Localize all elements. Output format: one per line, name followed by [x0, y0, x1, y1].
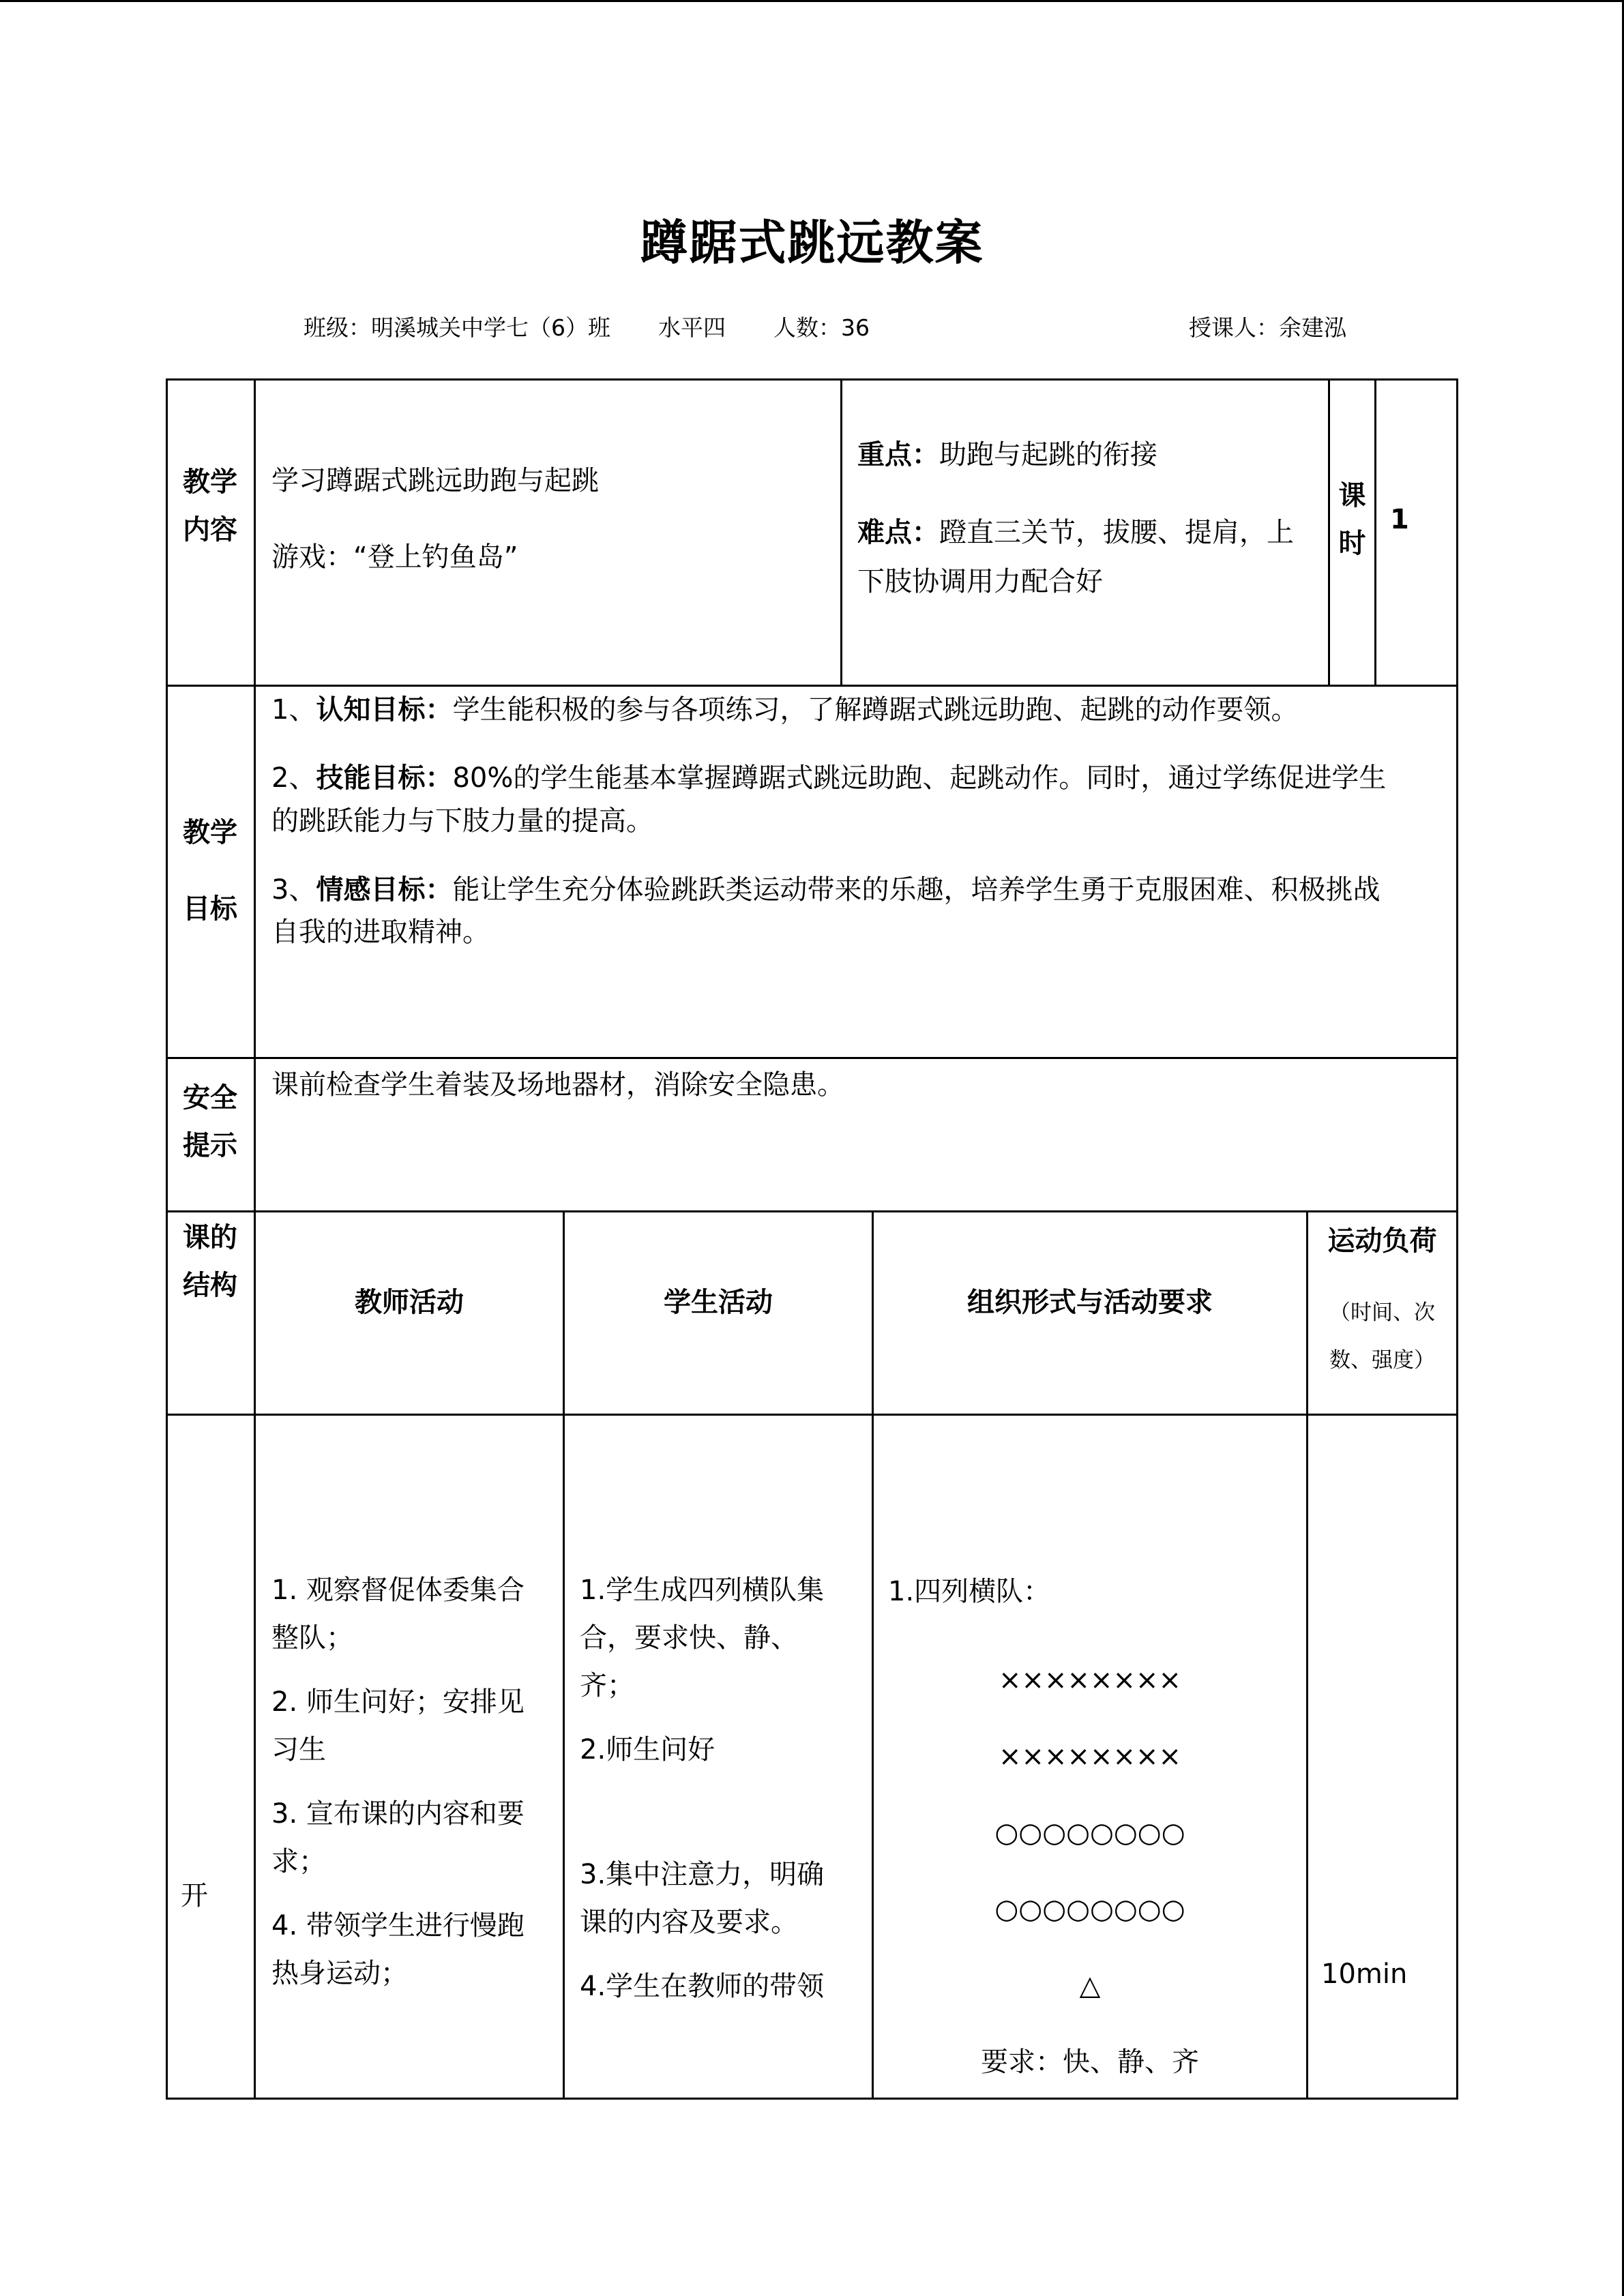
content-label-line: 教学: [183, 466, 237, 498]
safety-label-line: 安全: [183, 1082, 237, 1114]
load-note: [1308, 1289, 1456, 1384]
formation-requirement: 要求：快、静、齐: [981, 2046, 1199, 2078]
formation-row: ○○○○○○○○: [994, 1817, 1185, 1849]
structure-start: 开: [181, 1880, 208, 1911]
difficulty-text-1: 蹬直三关节，拔腰、提肩，上: [939, 517, 1294, 548]
goals-label-line: 目标: [183, 893, 237, 925]
student-activity-header: 学生活动: [664, 1287, 773, 1318]
teacher-activity-line: 求；: [271, 1846, 326, 1877]
safety-label-line: 提示: [183, 1130, 237, 1161]
content-label-line: 内容: [183, 514, 237, 546]
difficulty-text-2: 下肢协调用力配合好: [857, 566, 1103, 597]
goals-label-line: 教学: [183, 817, 237, 848]
teacher-activity-line: 习生: [271, 1734, 326, 1765]
student-activity-line: 合，要求快、静、: [580, 1622, 798, 1654]
table-line: [563, 1210, 565, 2100]
table-line: [254, 378, 256, 2100]
teacher-activity-line: 热身运动；: [271, 1958, 408, 1989]
key-point-text: 助跑与起跳的衔接: [939, 439, 1157, 471]
formation-row: ××××××××: [998, 1741, 1182, 1772]
teacher-activity-header: 教师活动: [355, 1287, 464, 1318]
student-activities: [580, 1566, 859, 2010]
table-line: [166, 378, 1458, 381]
load-header: 运动负荷: [1327, 1225, 1437, 1257]
difficulty-label: 难点：: [857, 517, 939, 548]
structure-label-line: 课的: [183, 1222, 237, 1253]
goal-affective: [271, 866, 1380, 914]
key-point: [857, 431, 1157, 479]
table-line: [166, 1210, 1458, 1212]
student-activity-line: 课的内容及要求。: [580, 1907, 798, 1938]
period-label-line: 时: [1338, 528, 1366, 559]
teacher-activity-line: 3. 宣布课的内容和要: [271, 1798, 525, 1830]
formation-title: 1.四列横队：: [888, 1576, 1051, 1607]
teacher-activity-line: 4. 带领学生进行慢跑: [271, 1910, 525, 1941]
formation-row: ××××××××: [998, 1665, 1182, 1696]
goal-affective-cont: 自我的进取精神。: [271, 916, 490, 948]
page-title: 蹲踞式跳远教案: [640, 215, 984, 271]
page-top-border: [0, 0, 1624, 2]
class-name: 班级：明溪城关中学七（6）班: [304, 314, 610, 341]
table-line: [840, 378, 842, 685]
structure-label-line: 结构: [183, 1270, 237, 1301]
goal-label: 情感目标：: [316, 874, 453, 906]
teacher-activity-line: 整队；: [271, 1622, 353, 1654]
table-line: [1456, 378, 1458, 2100]
teacher-activity-line: 1. 观察督促体委集合: [271, 1575, 525, 1606]
difficulty: [857, 509, 1294, 556]
goal-label: 认知目标：: [316, 694, 453, 726]
goals-label: [166, 794, 254, 947]
student-activity-line: 2.师生问好: [580, 1734, 715, 1765]
student-activity-line: 齐；: [580, 1670, 634, 1701]
goal-number: 2、: [271, 762, 316, 794]
period-label-line: 课: [1338, 480, 1366, 511]
period-label: [1330, 472, 1374, 567]
period-value: 1: [1390, 504, 1409, 535]
load-note-line: （时间、次: [1329, 1300, 1435, 1325]
goal-text: 80%的学生能基本掌握蹲踞式跳远助跑、起跳动作。同时，通过学练促进学生: [452, 762, 1387, 794]
student-activity-line: 1.学生成四列横队集: [580, 1575, 825, 1606]
formation-row: ○○○○○○○○: [994, 1894, 1185, 1925]
table-line: [166, 1414, 1458, 1416]
safety-text: 课前检查学生着装及场地器材，消除安全隐患。: [271, 1069, 844, 1101]
teacher-activity-line: 2. 师生问好；安排见: [271, 1686, 525, 1718]
goal-skill: [271, 754, 1386, 802]
goal-text: 能让学生充分体验跳跃类运动带来的乐趣，培养学生勇于克服困难、积极挑战: [452, 874, 1381, 906]
content-line-1: 学习蹲踞式跳远助跑与起跳: [271, 465, 599, 496]
content-label: [166, 458, 254, 554]
student-activity-line: 4.学生在教师的带领: [580, 1971, 825, 2002]
goal-label: 技能目标：: [316, 762, 453, 794]
table-line: [166, 1057, 1458, 1059]
class-info: [304, 310, 870, 342]
goal-number: 1、: [271, 694, 316, 726]
level: 水平四: [658, 314, 726, 341]
load-note-line: 数、强度）: [1329, 1348, 1435, 1373]
start-load: 10min: [1321, 1958, 1408, 1990]
goal-skill-cont: 的跳跃能力与下肢力量的提高。: [271, 805, 653, 837]
organization-header: 组织形式与活动要求: [967, 1287, 1213, 1318]
teacher-position-mark: △: [1079, 1970, 1101, 2001]
goal-number: 3、: [271, 874, 316, 906]
teacher-name: 授课人：余建泓: [1189, 314, 1346, 341]
table-line: [1374, 378, 1376, 685]
content-line-2: 游戏：“登上钓鱼岛”: [271, 541, 518, 573]
student-activity-line: 3.集中注意力，明确: [580, 1859, 825, 1890]
structure-label: [166, 1214, 254, 1309]
teacher-activities: [271, 1566, 544, 1997]
safety-label: [166, 1074, 254, 1169]
key-point-label: 重点：: [857, 439, 939, 471]
student-count: 人数：36: [773, 314, 870, 341]
goal-text: 学生能积极的参与各项练习，了解蹲踞式跳远助跑、起跳的动作要领。: [452, 694, 1299, 726]
goal-cognitive: [271, 686, 1298, 734]
formation-diagram: [874, 1642, 1306, 2100]
